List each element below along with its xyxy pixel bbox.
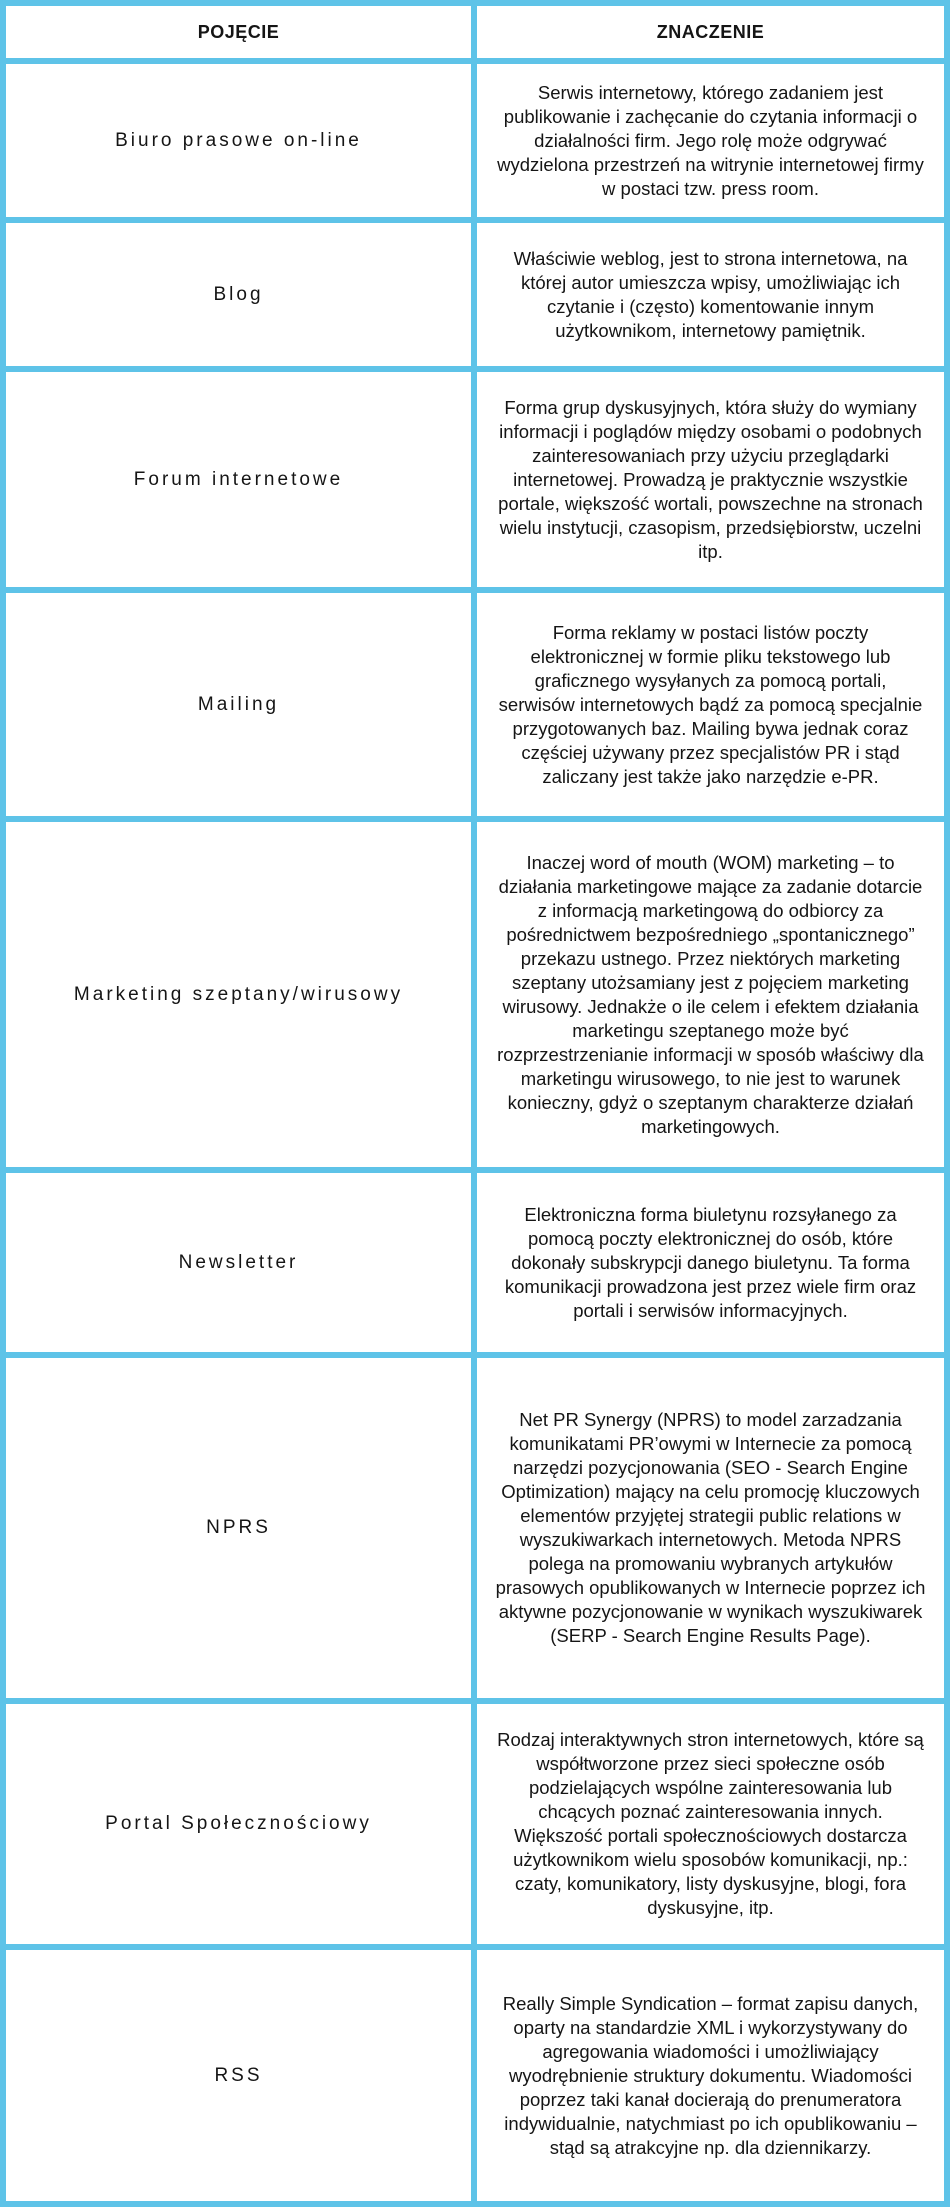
definition-cell: Rodzaj interaktywnych stron internetowych, które są współtworzone przez sieci społeczne osób podzielających wspólne zainteresowania lub chcących poznać zainteresowania innych. Większość portali społecznościowych dostarcza użytkownikom wielu sposobów komunikacji, np.: czaty, komunikatory, listy dyskusyjne, blogi, fora dyskusyjne, itp. — [474, 1701, 947, 1947]
table-row — [3, 369, 947, 590]
table-row — [3, 590, 947, 819]
definition-cell: Inaczej word of mouth (WOM) marketing – to działania marketingowe mające za zadanie dotarcie z informacją marketingową do odbiorcy za pośrednictwem bezpośredniego „spontanicznego” przekazu ustnego. Przez niektórych marketing szeptany utożsamiany jest z pojęciem marketing wirusowy. Jednakże o ile celem i efektem działania marketingu szeptanego może być rozprzestrzenianie informacji w sposób właściwy dla marketingu wirusowego, to nie jest to warunek konieczny, gdyż o szeptanym charakterze działań marketingowych. — [474, 819, 947, 1170]
term-cell: Portal Społecznościowy — [3, 1701, 474, 1947]
term-cell: RSS — [3, 1947, 474, 2204]
definition-cell: Really Simple Syndication – format zapisu danych, oparty na standardzie XML i wykorzystywany do agregowania wiadomości i umożliwiający wyodrębnienie struktury dokumentu. Wiadomości poprzez taki kanał docierają do prenumeratora indywidualnie, natychmiast po ich opublikowaniu – stąd są atrakcyjne np. dla dziennikarzy. — [474, 1947, 947, 2204]
header-row — [3, 3, 947, 61]
table-row — [3, 1947, 947, 2204]
term-cell: Blog — [3, 220, 474, 369]
table-row — [3, 61, 947, 220]
definition-cell: Elektroniczna forma biuletynu rozsyłanego za pomocą poczty elektronicznej do osób, które dokonały subskrypcji danego biuletynu. Ta forma komunikacji prowadzona jest przez wiele firm oraz portali i serwisów informacyjnych. — [474, 1170, 947, 1355]
definition-cell: Właściwie weblog, jest to strona internetowa, na której autor umieszcza wpisy, umożliwiając ich czytanie i (często) komentowanie innym użytkownikom, internetowy pamiętnik. — [474, 220, 947, 369]
table-row — [3, 1355, 947, 1701]
definition-cell: Serwis internetowy, którego zadaniem jest publikowanie i zachęcanie do czytania informacji o działalności firm. Jego rolę może odgrywać wydzielona przestrzeń na witrynie internetowej firmy w postaci tzw. press room. — [474, 61, 947, 220]
term-cell: Marketing szeptany/wirusowy — [3, 819, 474, 1170]
term-cell: NPRS — [3, 1355, 474, 1701]
glossary-table-body — [3, 61, 947, 2204]
term-cell: Newsletter — [3, 1170, 474, 1355]
table-row — [3, 220, 947, 369]
definition-cell: Forma reklamy w postaci listów poczty elektronicznej w formie pliku tekstowego lub graficznego wysyłanych za pomocą portali, serwisów internetowych bądź za pomocą specjalnie przygotowanych baz. Mailing bywa jednak coraz częściej używany przez specjalistów PR i stąd zaliczany jest także jako narzędzie e-PR. — [474, 590, 947, 819]
definition-cell: Forma grup dyskusyjnych, która służy do wymiany informacji i poglądów między osobami o podobnych zainteresowaniach przy użyciu przeglądarki internetowej. Prowadzą je praktycznie wszystkie portale, większość wortali, powszechne na stronach wielu instytucji, czasopism, przedsiębiorstw, uczelni itp. — [474, 369, 947, 590]
term-cell: Biuro prasowe on-line — [3, 61, 474, 220]
table-row — [3, 819, 947, 1170]
term-cell: Mailing — [3, 590, 474, 819]
term-cell: Forum internetowe — [3, 369, 474, 590]
table-row — [3, 1170, 947, 1355]
column-header-znaczenie: ZNACZENIE — [474, 3, 947, 61]
column-header-pojecie: POJĘCIE — [3, 3, 474, 61]
definition-cell: Net PR Synergy (NPRS) to model zarzadzania komunikatami PR’owymi w Internecie za pomocą narzędzi pozycjonowania (SEO - Search Engine Optimization) mający na celu promocję kluczowych elementów przyjętej strategii public relations w wyszukiwarkach internetowych. Metoda NPRS polega na promowaniu wybranych artykułów prasowych opublikowanych w Internecie poprzez ich aktywne pozycjonowanie w wynikach wyszukiwarek (SERP - Search Engine Results Page). — [474, 1355, 947, 1701]
table-row — [3, 1701, 947, 1947]
